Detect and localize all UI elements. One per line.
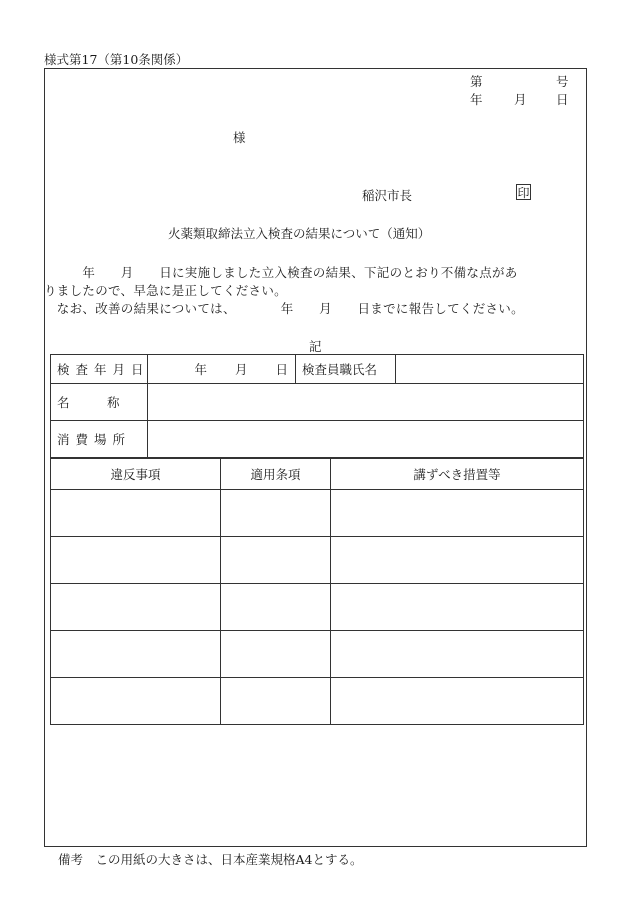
header-violation: 違反事項 (51, 459, 221, 490)
recipient-honorific: 様 (233, 130, 246, 145)
document-number-prefix: 第 (470, 74, 483, 89)
measures-cell[interactable] (331, 631, 584, 678)
form-number-label: 様式第17（第10条関係） (44, 52, 189, 67)
place-row (51, 421, 584, 458)
body-text-line-3: なお、改善の結果については、 年 月 日までに報告してください。 (44, 301, 524, 316)
table-row (51, 584, 584, 631)
inspection-date-value: 年 月 日 (148, 355, 296, 384)
table-row (51, 631, 584, 678)
violation-table (50, 458, 584, 725)
measures-cell[interactable] (331, 537, 584, 584)
violation-cell[interactable] (51, 490, 221, 537)
header-applicable-clause: 適用条項 (221, 459, 331, 490)
sender-title: 稲沢市長 (362, 188, 413, 203)
place-label: 消費場所 (51, 421, 148, 458)
inspection-date-label: 検査年月日 (51, 355, 148, 384)
measures-cell[interactable] (331, 490, 584, 537)
measures-cell[interactable] (331, 678, 584, 725)
table-row (51, 490, 584, 537)
document-number-suffix: 号 (556, 74, 569, 89)
ki-heading: 記 (309, 339, 322, 354)
clause-cell[interactable] (221, 537, 331, 584)
violation-cell[interactable] (51, 631, 221, 678)
clause-cell[interactable] (221, 490, 331, 537)
document-title: 火薬類取締法立入検査の結果について（通知） (168, 226, 431, 241)
header-date-year: 年 (470, 92, 483, 107)
name-label: 名 称 (51, 384, 148, 421)
header-measures: 講ずべき措置等 (331, 459, 584, 490)
place-value[interactable] (148, 421, 584, 458)
header-date-day: 日 (556, 92, 569, 107)
violation-table-header (51, 459, 584, 490)
inspector-value[interactable] (396, 355, 584, 384)
inspection-info-table (50, 354, 584, 458)
name-value[interactable] (148, 384, 584, 421)
table-row (51, 678, 584, 725)
body-text-line-2: りましたので、早急に是正してください。 (44, 283, 287, 298)
violation-cell[interactable] (51, 678, 221, 725)
seal-box: 印 (517, 186, 530, 200)
measures-cell[interactable] (331, 584, 584, 631)
table-row (51, 537, 584, 584)
body-text-line-1: 年 月 日に実施しました立入検査の結果、下記のとおり不備な点があ (44, 265, 518, 280)
violation-cell[interactable] (51, 584, 221, 631)
clause-cell[interactable] (221, 631, 331, 678)
inspector-label: 検査員職氏名 (296, 355, 396, 384)
inspection-date-row (51, 355, 584, 384)
clause-cell[interactable] (221, 584, 331, 631)
violation-cell[interactable] (51, 537, 221, 584)
clause-cell[interactable] (221, 678, 331, 725)
name-row (51, 384, 584, 421)
footnote: 備考 この用紙の大きさは、日本産業規格A4とする。 (58, 852, 363, 867)
header-date-month: 月 (514, 92, 527, 107)
